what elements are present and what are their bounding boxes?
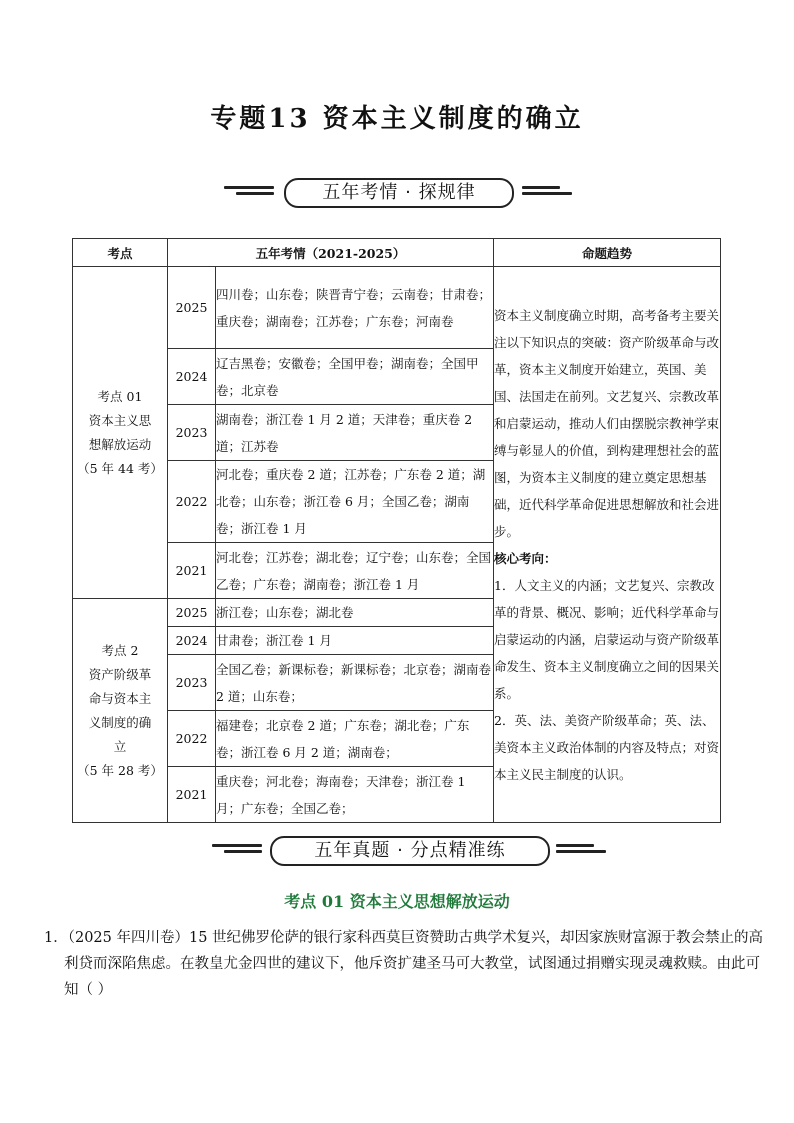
year-cell: 2023 xyxy=(168,405,216,461)
year-cell: 2022 xyxy=(168,711,216,767)
banner-label: 五年考情 · 探规律 xyxy=(284,178,514,208)
year-cell: 2024 xyxy=(168,627,216,655)
trend-cell xyxy=(494,267,721,823)
exam-analysis-table xyxy=(72,238,721,823)
year-cell: 2024 xyxy=(168,349,216,405)
papers-cell: 河北卷；江苏卷；湖北卷；辽宁卷；山东卷；全国乙卷；广东卷；湖南卷；浙江卷 1 月 xyxy=(216,543,494,599)
left-decoration xyxy=(224,186,274,202)
year-cell: 2023 xyxy=(168,655,216,711)
year-cell: 2021 xyxy=(168,543,216,599)
trend-point-1: 1．人文主义的内涵；文艺复兴、宗教改革的背景、概况、影响；近代科学革命与启蒙运动的内涵，启蒙运动与资产阶级革命发生、资本主义制度确立之间的因果关系。 xyxy=(494,577,720,701)
core-label: 核心考向： xyxy=(494,550,557,566)
right-decoration xyxy=(556,844,606,860)
right-decoration xyxy=(522,186,572,202)
banner-five-year-practice xyxy=(0,836,794,868)
header-five-year: 五年考情（2021-2025） xyxy=(168,239,494,267)
papers-cell: 浙江卷；山东卷；湖北卷 xyxy=(216,599,494,627)
papers-cell: 全国乙卷；新课标卷；新课标卷；北京卷；湖南卷 2 道；山东卷； xyxy=(216,655,494,711)
page-title: 专题13 资本主义制度的确立 xyxy=(210,104,584,134)
topic-cell-2: 考点 2 资产阶级革 命与资本主 义制度的确 立 （5 年 28 考） xyxy=(73,599,168,823)
banner-five-year-analysis xyxy=(0,178,794,210)
papers-cell: 河北卷；重庆卷 2 道；江苏卷；广东卷 2 道；湖北卷；山东卷；浙江卷 6 月；全国乙卷；湖南卷；浙江卷 1 月 xyxy=(216,461,494,543)
question-1: 1．（2025 年四川卷）15 世纪佛罗伦萨的银行家科西莫巨资赞助古典学术复兴，却因家族财富源于教会禁止的高利贷而深陷焦虑。在教皇尤金四世的建议下，他斥资扩建圣马可大教堂，试图通过捐赠实现灵魂救赎。由此可知（ ） xyxy=(44,930,764,998)
header-topic: 考点 xyxy=(73,239,168,267)
year-cell: 2025 xyxy=(168,599,216,627)
trend-point-2: 2．英、法、美资产阶级革命；英、法、美资本主义政治体制的内容及特点；对资本主义民主制度的认识。 xyxy=(494,712,720,782)
year-cell: 2021 xyxy=(168,767,216,823)
section-title: 考点 01 资本主义思想解放运动 xyxy=(284,892,510,911)
table-row xyxy=(73,267,721,349)
table-header-row xyxy=(73,239,721,267)
papers-cell: 重庆卷；河北卷；海南卷；天津卷；浙江卷 1 月；广东卷；全国乙卷； xyxy=(216,767,494,823)
papers-cell: 辽吉黑卷；安徽卷；全国甲卷；湖南卷；全国甲卷；北京卷 xyxy=(216,349,494,405)
trend-intro: 资本主义制度确立时期，高考备考主要关注以下知识点的突破：资产阶级革命与改革，资本主义制度开始建立，英国、美国、法国走在前列。文艺复兴、宗教改革和启蒙运动，推动人们由摆脱宗教神学束缚与彰显人的价值，到构建理想社会的蓝图，为资本主义制度的建立奠定思想基础，近代科学革命促进思想解放和社会进步。 xyxy=(494,307,720,539)
papers-cell: 四川卷；山东卷；陕晋青宁卷；云南卷；甘肃卷；重庆卷；湖南卷；江苏卷；广东卷；河南卷 xyxy=(216,267,494,349)
left-decoration xyxy=(212,844,262,860)
year-cell: 2022 xyxy=(168,461,216,543)
papers-cell: 湖南卷；浙江卷 1 月 2 道；天津卷；重庆卷 2 道；江苏卷 xyxy=(216,405,494,461)
year-cell: 2025 xyxy=(168,267,216,349)
papers-cell: 福建卷；北京卷 2 道；广东卷；湖北卷；广东卷；浙江卷 6 月 2 道；湖南卷； xyxy=(216,711,494,767)
banner-label: 五年真题 · 分点精准练 xyxy=(270,836,550,866)
papers-cell: 甘肃卷；浙江卷 1 月 xyxy=(216,627,494,655)
header-trend: 命题趋势 xyxy=(494,239,721,267)
topic-cell-1: 考点 01 资本主义思 想解放运动 （5 年 44 考） xyxy=(73,267,168,599)
